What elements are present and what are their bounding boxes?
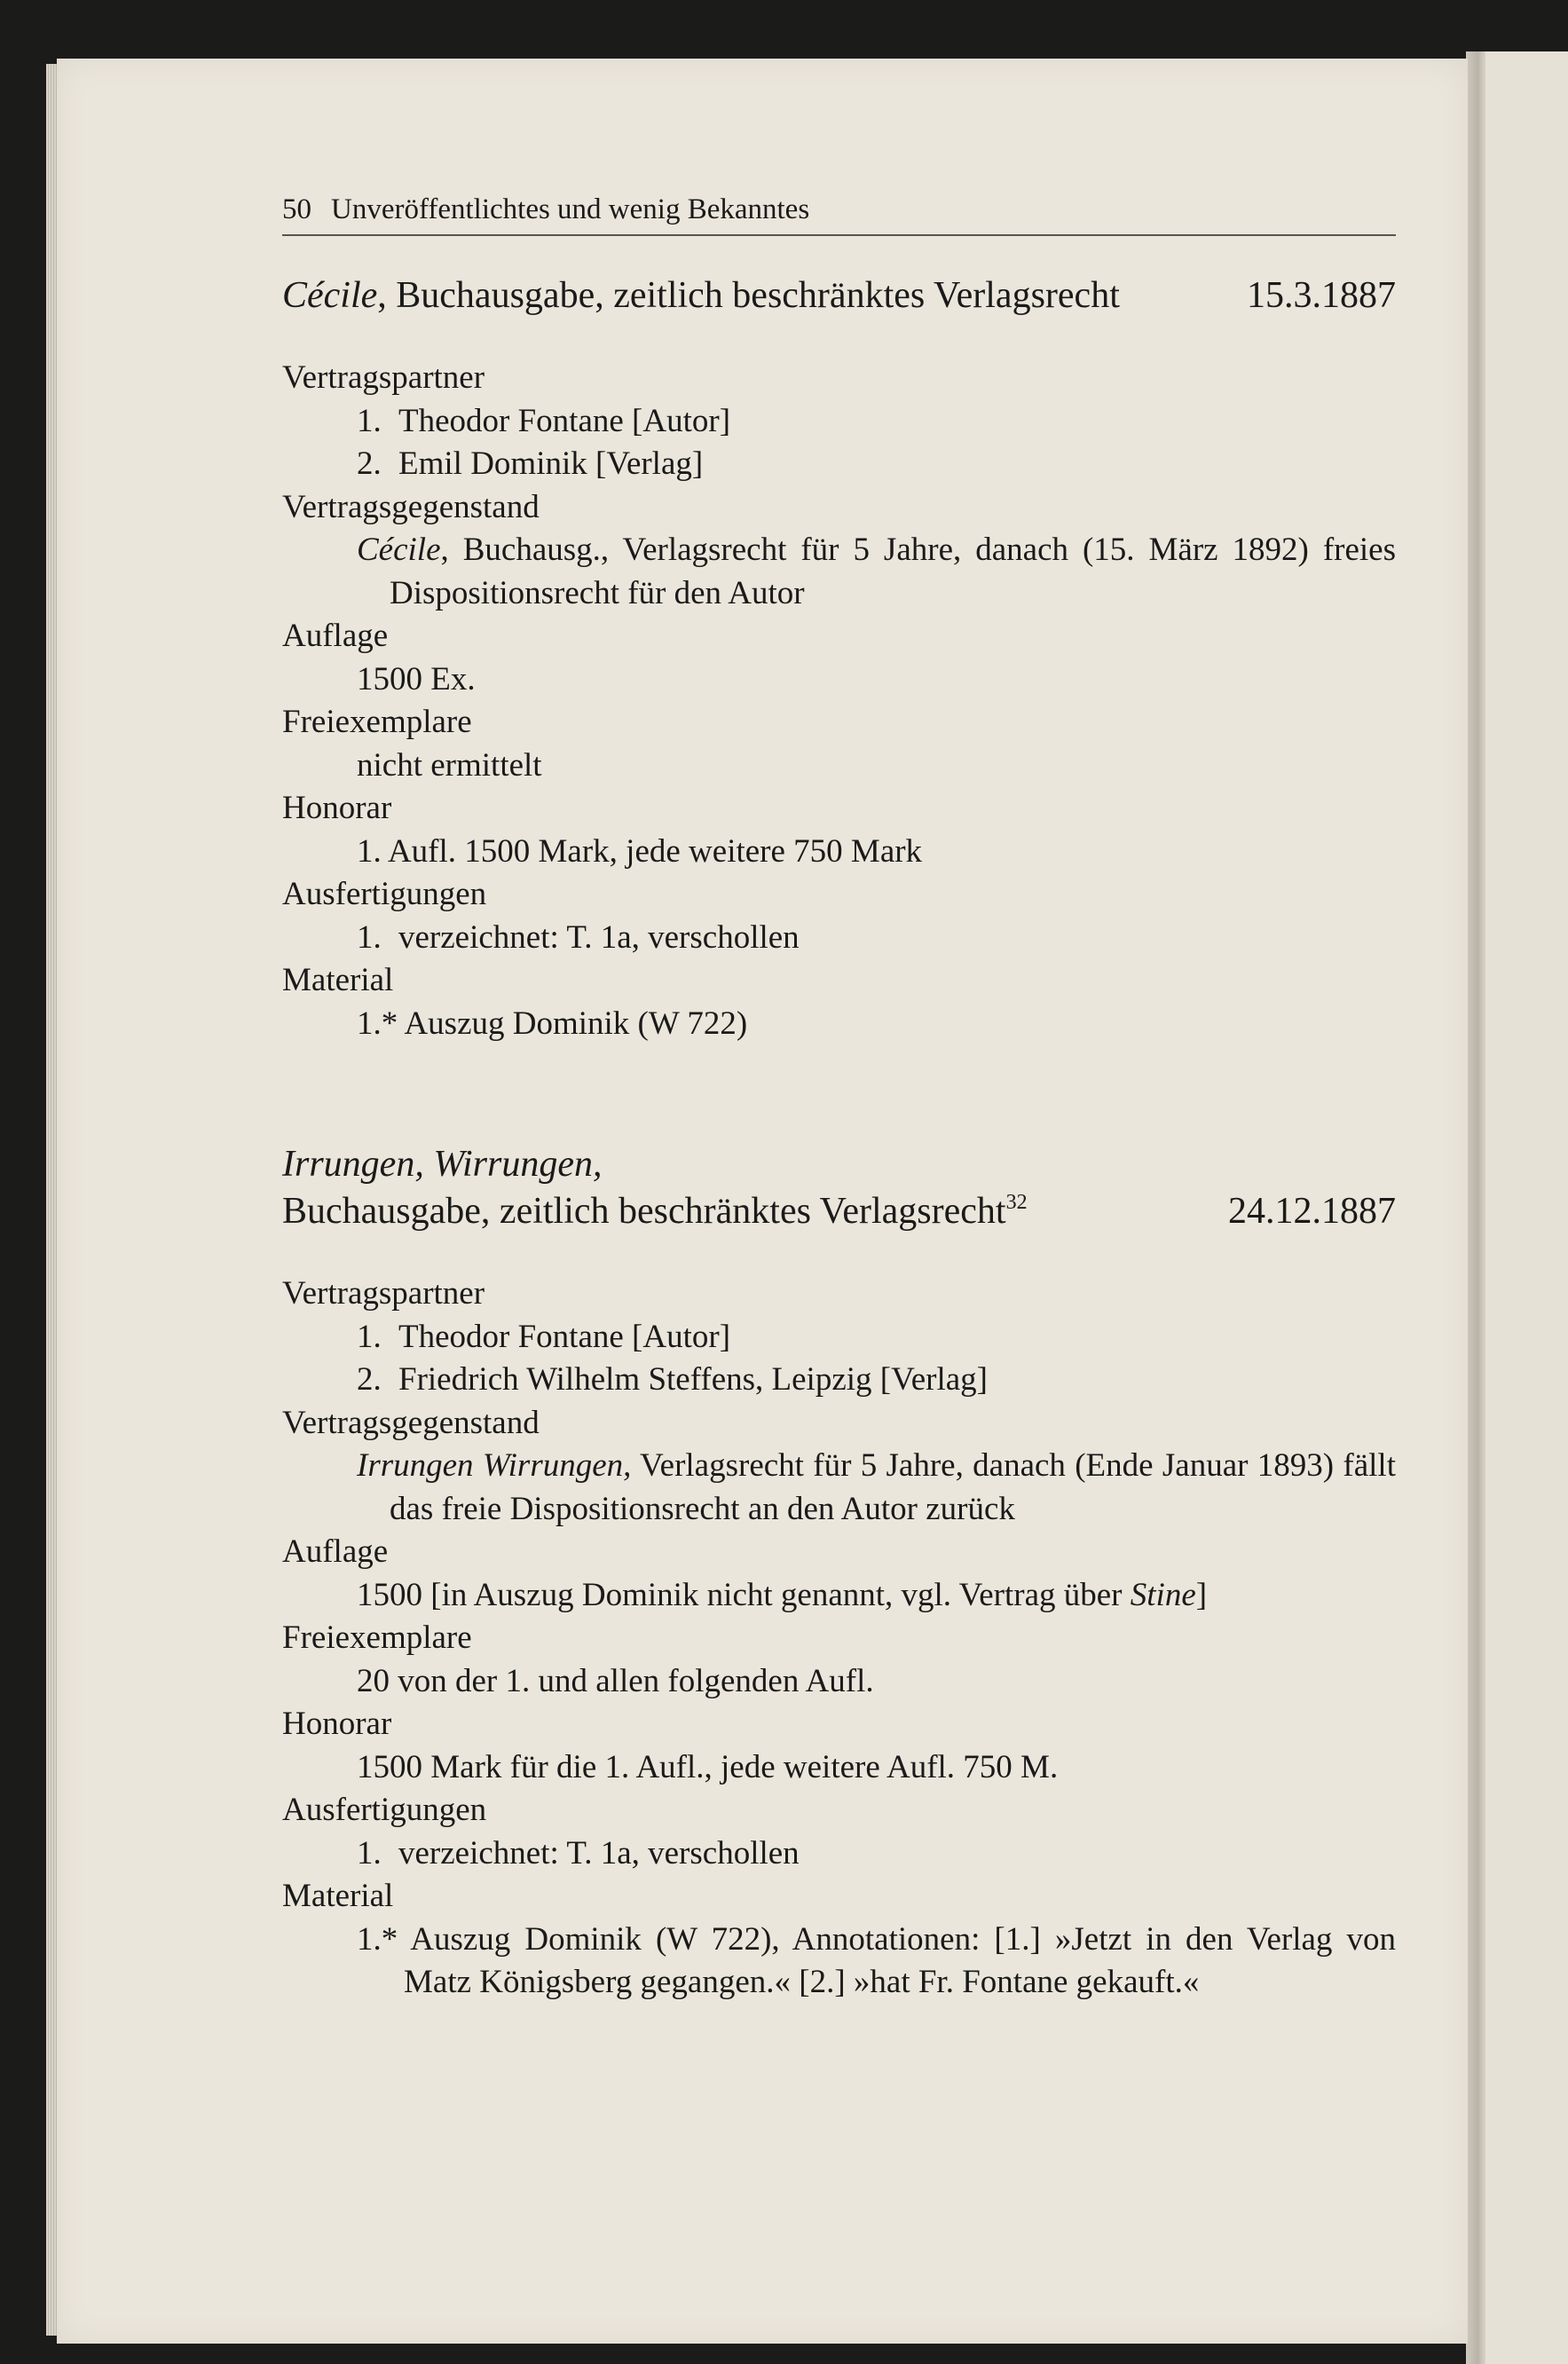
field-value-vertragsgegenstand: Irrungen Wirrungen, Verlagsrecht für 5 Jahre, danach (Ende Januar 1893) fällt das freie Dispositionsrecht an den Autor zurück [357,1447,1396,1527]
adjacent-page-edge [1475,51,1568,2364]
list-item: 1. verzeichnet: T. 1a, verschollen [357,918,800,956]
field-label-vertragspartner: Vertragspartner [282,1275,485,1312]
field-label-freiexemplare: Freiexemplare [282,704,472,740]
field-label-honorar: Honorar [282,1706,392,1742]
field-value-vertragsgegenstand: Cécile, Buchausg., Verlagsrecht für 5 Jahre, danach (15. März 1892) freies Dispositionsrecht für den Autor [357,532,1396,611]
ausfertigungen-list [282,1832,1396,1876]
field-label-vertragspartner: Vertragspartner [282,359,485,396]
field-label-vertragsgegenstand: Vertragsgegenstand [282,488,540,525]
field-value-freiexemplare: nicht ermittelt [357,746,542,784]
field-label-material: Material [282,962,394,998]
field-label-material: Material [282,1878,394,1914]
page-number: 50 [282,193,311,225]
entry-title-text: Buchausgabe, zeitlich beschränktes Verlagsrecht [282,1191,1006,1232]
entry-title-text: , Buchausgabe, zeitlich beschränktes Verlagsrecht [377,275,1120,316]
footnote-marker: 32 [1005,1191,1028,1214]
field-label-honorar: Honorar [282,790,392,826]
field-label-freiexemplare: Freiexemplare [282,1619,472,1656]
list-item: 1. Theodor Fontane [Autor] [357,402,731,439]
entry-title-irrungen [282,1141,1396,1235]
list-item: 2. Friedrich Wilhelm Steffens, Leipzig [Verlag] [357,1361,988,1398]
entry-work-title: Cécile [282,275,378,316]
field-value-material: 1.* Auszug Dominik (W 722), Annotationen: [1.] »Jetzt in den Verlag von Matz Königsberg gegangen.« [2.] »hat Fr. Fontane gekauft.« [357,1920,1396,2000]
list-item: 1. verzeichnet: T. 1a, verschollen [357,1834,800,1872]
list-item: 1. Theodor Fontane [Autor] [357,1318,731,1355]
entry-work-title: Irrungen, Wirrungen, [282,1144,603,1185]
running-title: Unveröffentlichtes und wenig Bekanntes [331,193,810,225]
field-value-material: 1.* Auszug Dominik (W 722) [357,1005,748,1042]
entry-title-cecile [282,272,1396,319]
entry-date: 15.3.1887 [1247,275,1396,316]
field-value-auflage: 1500 [in Auszug Dominik nicht genannt, vgl. Vertrag über Stine] [357,1576,1208,1613]
entry-fields-cecile [282,357,1396,1045]
field-value-auflage: 1500 Ex. [357,660,476,697]
field-label-ausfertigungen: Ausfertigungen [282,1792,487,1828]
field-value-honorar: 1500 Mark für die 1. Aufl., jede weitere Aufl. 750 M. [357,1748,1059,1785]
field-label-auflage: Auflage [282,618,389,654]
running-header [282,190,1396,236]
ausfertigungen-list [282,917,1396,960]
page-fold-shadow [1466,51,1485,2364]
field-value-freiexemplare: 20 von der 1. und allen folgenden Aufl. [357,1662,874,1699]
entry-fields-irrungen [282,1273,1396,2005]
field-label-auflage: Auflage [282,1533,389,1570]
field-label-vertragsgegenstand: Vertragsgegenstand [282,1404,540,1441]
partner-list [282,400,1396,486]
field-value-honorar: 1. Aufl. 1500 Mark, jede weitere 750 Mark [357,832,923,870]
list-item: 2. Emil Dominik [Verlag] [357,445,704,482]
entry-date: 24.12.1887 [1228,1191,1396,1232]
partner-list [282,1316,1396,1402]
page-content [282,190,1396,2005]
field-label-ausfertigungen: Ausfertigungen [282,876,487,912]
